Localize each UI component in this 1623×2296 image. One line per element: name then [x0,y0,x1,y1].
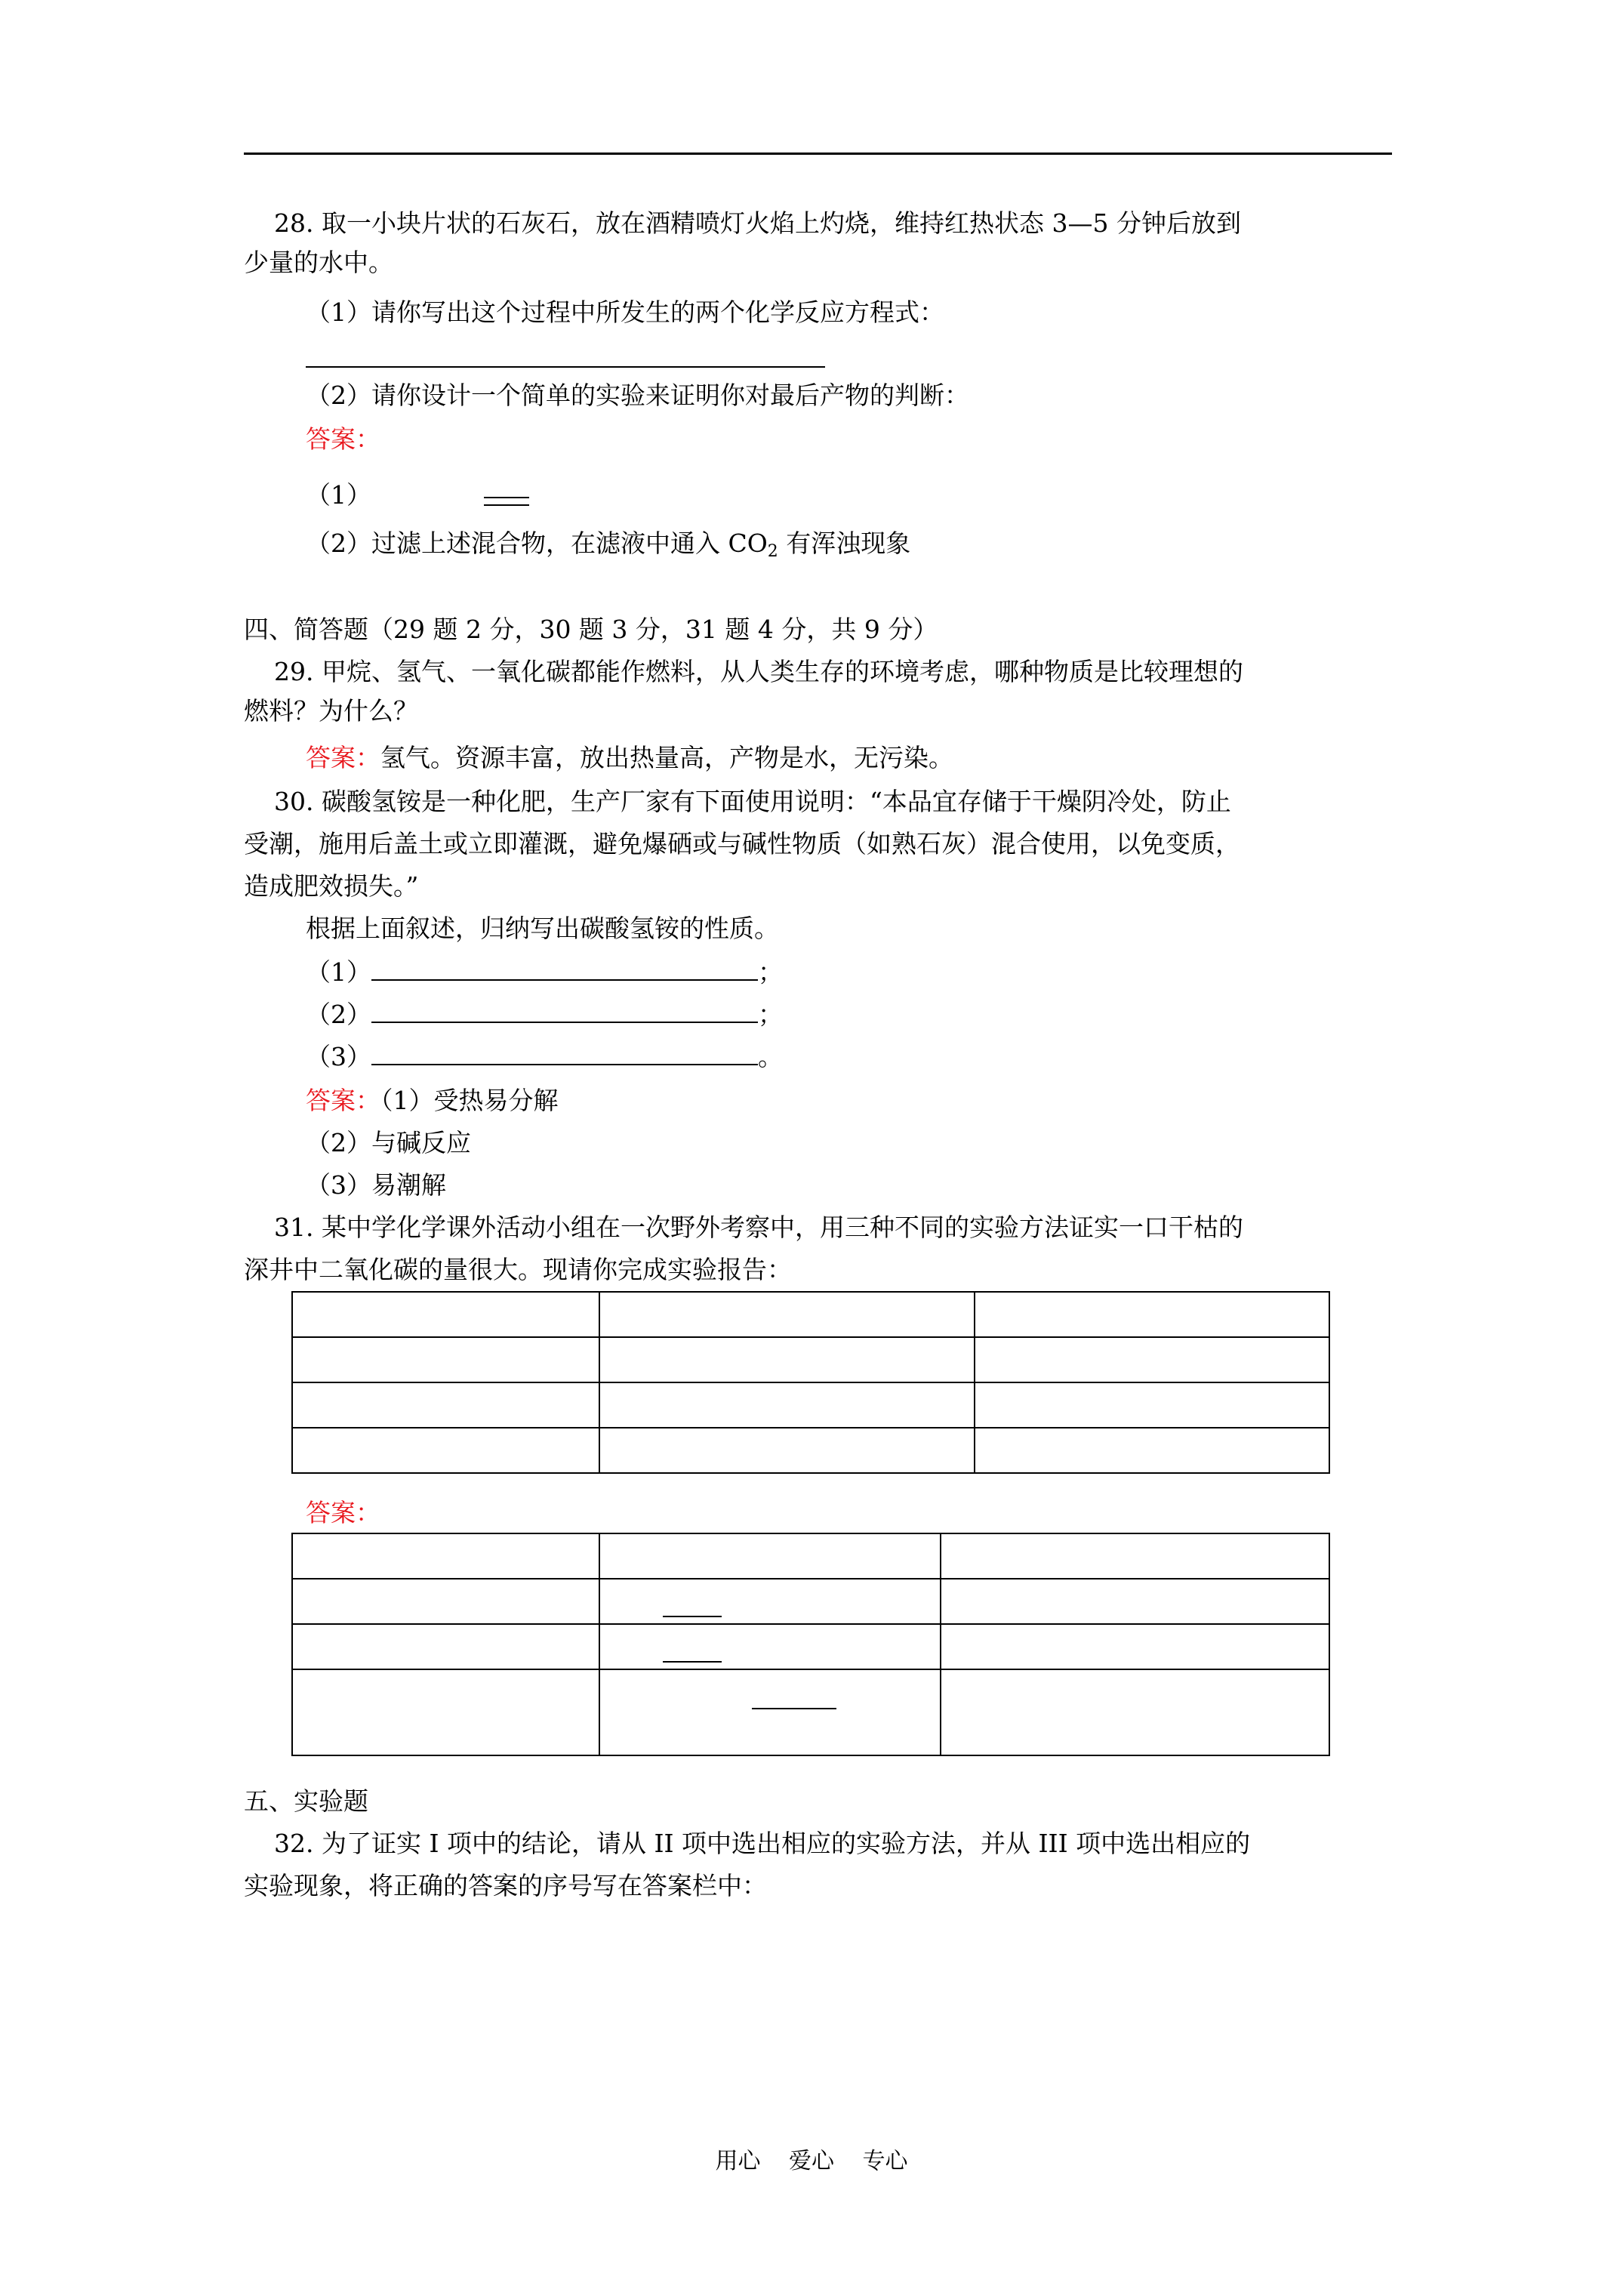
q28-line2: 少量的水中。 [244,248,393,277]
q30-line1: 30. 碳酸氢铵是一种化肥，生产厂家有下面使用说明：“本品宜存储于干燥阴冷处，防止 [274,787,1231,816]
footer-item: 专心 [862,2148,908,2174]
q30-answer-1: 答案：（1）受热易分解 [306,1086,559,1115]
footer-item: 爱心 [789,2148,834,2174]
q30-blank-3: （3） 。 [306,1042,783,1071]
q30-blank-1: （1） ； [306,957,783,987]
table-row [292,1533,1329,1579]
q29-line1: 29. 甲烷、氢气、一氧化碳都能作燃料，从人类生存的环境考虑，哪种物质是比较理想的 [274,657,1243,686]
table-cell-rule [663,1616,722,1617]
q28-answer-2: （2）过滤上述混合物，在滤液中通入 $CO_2$ 有浑浊现象 [306,529,911,561]
table-cell-rule [663,1661,722,1663]
q30-answer-3: （3）易潮解 [306,1170,446,1200]
q30-line3: 造成肥效损失。” [244,871,419,901]
q30-line4: 根据上面叙述，归纳写出碳酸氢铵的性质。 [306,914,779,943]
q28-answer-label: 答案： [306,424,380,454]
q29-answer: 答案：氢气。资源丰富，放出热量高，产物是水，无污染。 [306,743,953,772]
table-row [292,1382,1329,1428]
answer-blank-line [371,1041,758,1065]
table-row [292,1337,1329,1382]
table-cell-rule [752,1708,836,1709]
page-footer [0,2142,1623,2175]
q31-line2: 深井中二氧化碳的量很大。现请你完成实验报告： [244,1255,792,1284]
q31-answer-table [291,1533,1330,1756]
q28-part2: （2）请你设计一个简单的实验来证明你对最后产物的判断： [306,381,969,410]
header-rule [244,153,1392,155]
answer-blank-line [371,957,758,981]
table-row [292,1579,1329,1624]
q28-part1: （1）请你写出这个过程中所发生的两个化学反应方程式： [306,297,944,327]
answer-blank-line [371,999,758,1023]
q28-answer-1: （1） [306,480,371,510]
equation-equals-sign [484,497,529,506]
table-row [292,1624,1329,1669]
section-4-heading: 四、简答题（29 题 2 分，30 题 3 分，31 题 4 分，共 9 分） [244,615,938,644]
footer-item: 用心 [715,2148,761,2174]
q31-line1: 31. 某中学化学课外活动小组在一次野外考察中，用三种不同的实验方法证实一口干枯的 [274,1213,1243,1242]
q32-line2: 实验现象，将正确的答案的序号写在答案栏中： [244,1871,767,1900]
q30-blank-2: （2） ； [306,1000,783,1029]
section-5-heading: 五、实验题 [244,1786,368,1816]
table-row [292,1428,1329,1473]
q32-line1: 32. 为了证实 I 项中的结论，请从 II 项中选出相应的实验方法，并从 III 项中选出相应的 [274,1829,1251,1858]
q28-line1: 28. 取一小块片状的石灰石，放在酒精喷灯火焰上灼烧，维持红热状态 3—5 分钟后放到 [274,208,1241,238]
q31-report-table [291,1291,1330,1474]
table-row [292,1669,1329,1755]
q31-answer-label: 答案： [306,1498,380,1527]
q30-answer-2: （2）与碱反应 [306,1128,471,1157]
q29-line2: 燃料？为什么？ [244,696,418,726]
q30-line2: 受潮，施用后盖土或立即灌溉，避免爆硒或与碱性物质（如熟石灰）混合使用，以免变质， [244,829,1240,858]
table-row [292,1292,1329,1337]
q28-answer-blank [306,366,825,368]
